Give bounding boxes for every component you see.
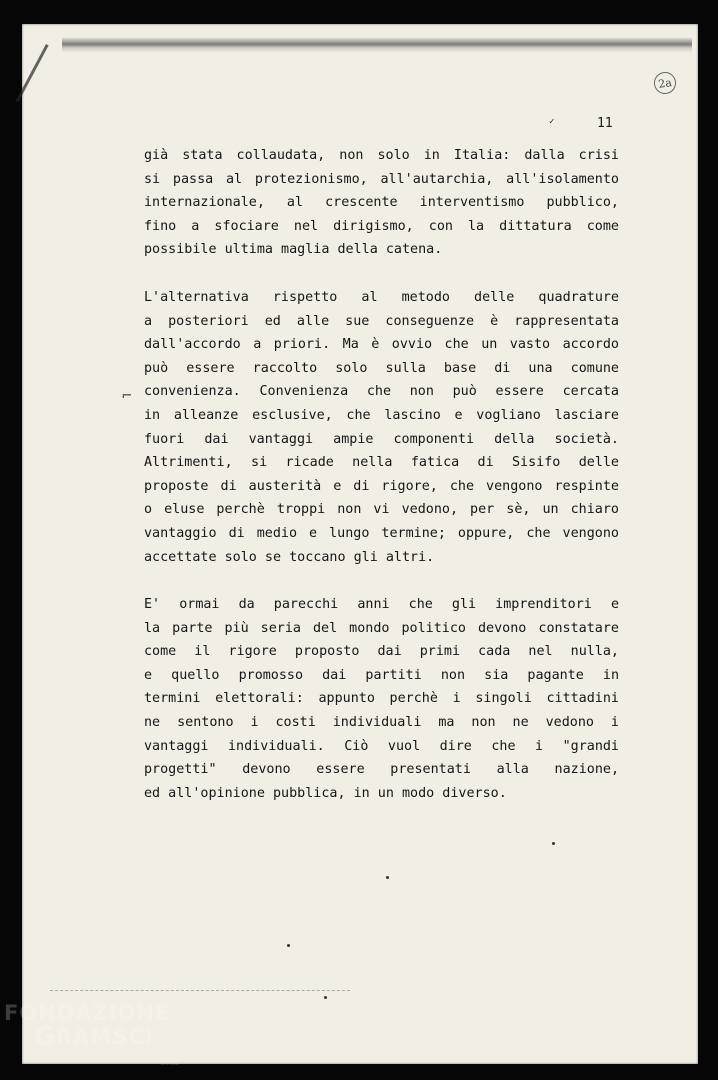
text-line: fino a sfociare nel dirigismo, con la dittatura come xyxy=(144,218,619,234)
watermark-line1: FONDAZIONE xyxy=(4,1001,171,1025)
text-line: convenienza. Convenienza che non può essere cercata xyxy=(144,384,619,400)
text-line: già stata collaudata, non solo in Italia: dalla crisi xyxy=(144,148,619,163)
text-line: termini elettorali: appunto perchè i singoli cittadini xyxy=(144,691,619,707)
text-line: come il rigore proposto dai primi cada nel nulla, xyxy=(144,644,619,660)
text-line: e quello promosso dai partiti non sia pagante in xyxy=(144,667,619,683)
text-line: può essere raccolto solo sulla base di una comune xyxy=(144,360,619,376)
text-line: la parte più seria del mondo politico devono constatare xyxy=(144,620,619,636)
text-line: in alleanze esclusive, che lascino e vogliano lasciare xyxy=(144,407,619,423)
text-line: Altrimenti, si ricade nella fatica di Sisifo delle xyxy=(144,455,619,471)
watermark-sub: onlus xyxy=(160,1059,179,1067)
text-line: possibile ultima maglia della catena. xyxy=(144,242,443,258)
text-line: o eluse perchè troppi non vi vedono, per sè, un chiaro xyxy=(144,502,619,518)
text-line: ne sentono i costi individuali ma non ne vedono i xyxy=(144,715,619,731)
speck xyxy=(386,876,389,879)
pencil-mark: ✓ xyxy=(549,117,555,127)
paragraph xyxy=(144,286,619,569)
speck xyxy=(287,944,290,947)
text-line: ed all'opinione pubblica, in un modo diverso. xyxy=(144,785,507,801)
speck xyxy=(324,996,327,999)
text-line: dall'accordo a priori. Ma è ovvio che un vasto accordo xyxy=(144,337,619,353)
margin-mark: ⌐ xyxy=(122,386,132,405)
text-line: accettate solo se toccano gli altri. xyxy=(144,549,435,565)
watermark-line2: RAMSCI xyxy=(56,1025,154,1049)
text-line: si passa al protezionismo, all'autarchia, all'isolamento xyxy=(144,171,619,187)
text-line: progetti" devono essere presentati alla nazione, xyxy=(144,762,619,778)
text-line: a posteriori ed alle sue conseguenze è rappresentata xyxy=(144,313,619,329)
text-line: vantaggi individuali. Ciò vuol dire che i "grandi xyxy=(144,738,619,754)
archive-stamp: 2a xyxy=(653,71,678,96)
text-line: proposte di austerità e di rigore, che vengono respinte xyxy=(144,478,619,494)
text-line: fuori dai vantaggi ampie componenti della società. xyxy=(144,431,619,447)
document-body xyxy=(144,144,619,829)
watermark-initial: G xyxy=(34,1022,57,1052)
paragraph xyxy=(144,144,619,262)
text-line: L'alternativa rispetto al metodo delle quadrature xyxy=(144,289,619,305)
scan-smudge xyxy=(62,37,692,53)
speck xyxy=(552,842,555,845)
scan-smudge-diagonal xyxy=(16,44,49,102)
page-number: 11 xyxy=(597,116,613,131)
text-line: E' ormai da parecchi anni che gli imprenditori e xyxy=(144,597,619,613)
text-line: vantaggio di medio e lungo termine; oppure, che vengono xyxy=(144,525,619,541)
footer-rule xyxy=(50,990,350,991)
text-line: internazionale, al crescente interventismo pubblico, xyxy=(144,195,619,211)
paragraph xyxy=(144,593,619,805)
document-page xyxy=(22,24,698,1064)
